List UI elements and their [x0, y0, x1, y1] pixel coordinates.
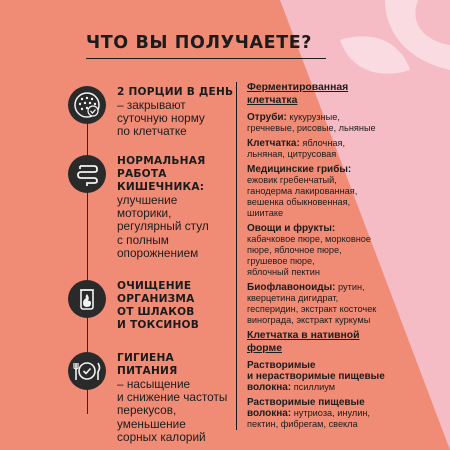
- ingredient-label: волокна:: [247, 382, 292, 393]
- fermented-heading-line: клетчатка: [247, 94, 298, 106]
- benefit-desc-line: уменьшение: [117, 416, 186, 431]
- ingredient-label: волокна:: [247, 408, 292, 419]
- plate-cutlery-icon: [68, 352, 106, 390]
- ingredient-label: и нерастворимые пищевые: [247, 371, 385, 382]
- ingredient-value: льняная, цитрусовая: [247, 149, 337, 159]
- ingredient-label: Клетчатка:: [247, 138, 300, 149]
- ingredient-value: шиитаке: [247, 208, 284, 218]
- ingredient-value: рутин,: [335, 282, 365, 292]
- benefit-desc-line: суточную норму: [117, 111, 205, 126]
- benefit-desc-line: перекусов,: [117, 403, 177, 418]
- ingredient-label: Растворимые пищевые: [247, 397, 365, 408]
- ingredient-group-soluble-insoluble: [247, 360, 397, 393]
- ingredient-label: Медицинские грибы:: [247, 164, 352, 175]
- ingredient-value: яблочная,: [299, 138, 346, 148]
- benefit-heading: ОЧИЩЕНИЕ: [117, 280, 192, 292]
- title-underline: [86, 58, 326, 59]
- benefit-desc-line: – насыщение: [117, 377, 191, 391]
- grain-check-icon: [68, 86, 106, 124]
- ingredient-value: ганодерма лакированная,: [247, 186, 358, 196]
- benefit-heading: КИШЕЧНИКА:: [117, 181, 205, 193]
- composition-panel: [247, 82, 397, 434]
- benefit-desc-line: по клетчатке: [117, 124, 187, 139]
- ingredient-label: Овощи и фрукты:: [247, 223, 336, 234]
- benefit-heading: ГИГИЕНА ПИТАНИЯ: [117, 352, 178, 377]
- native-heading: [247, 330, 397, 355]
- benefit-desc-line: и снижение частоты: [117, 390, 228, 405]
- native-heading-line: Клетчатка в нативной: [247, 330, 360, 341]
- ingredient-group-bran: [247, 112, 397, 134]
- ingredient-value: гречневые, рисовые, льняные: [247, 123, 376, 133]
- ingredient-value: кабачковое пюре, морковное: [247, 234, 371, 244]
- benefit-heading: 2 ПОРЦИИ В ДЕНЬ: [117, 86, 234, 98]
- benefit-desc-line: с полным: [117, 232, 169, 247]
- benefit-desc-line: – закрывают: [117, 98, 186, 112]
- benefit-heading: НОРМАЛЬНАЯ: [117, 155, 206, 167]
- ingredient-label: Биофлавоноиды:: [247, 282, 336, 293]
- ingredient-group-bioflavonoids: [247, 282, 397, 326]
- page-title: ЧТО ВЫ ПОЛУЧАЕТЕ?: [86, 33, 313, 53]
- ingredient-group-soluble: [247, 397, 397, 430]
- ingredient-value: вешенка обыкновенная,: [247, 197, 351, 207]
- benefit-heading: И ТОКСИНОВ: [117, 319, 200, 331]
- benefit-heading: РАБОТА: [117, 168, 167, 180]
- fire-jar-icon: [68, 280, 106, 318]
- ingredient-group-mushrooms: [247, 164, 397, 219]
- ingredient-group-fiber: [247, 138, 397, 160]
- ingredient-value: ежовик гребенчатый,: [247, 175, 337, 185]
- fermented-heading-line: Ферментированная: [247, 82, 349, 93]
- ingredient-value: псиллиум: [291, 382, 336, 392]
- ingredient-group-vegetables: [247, 223, 397, 278]
- benefit-desc-line: сорных калорий: [117, 429, 206, 444]
- ingredient-value: кукурузные,: [286, 112, 340, 122]
- ingredient-value: грушевое пюре,: [247, 256, 315, 266]
- ingredient-value: пюре, яблочное пюре,: [247, 245, 342, 255]
- benefit-desc-line: улучшение: [117, 193, 178, 207]
- ingredient-value: пектин, фибрегам, свекла: [247, 419, 358, 429]
- benefit-desc-line: опорожнением: [117, 245, 199, 260]
- benefit-desc-line: моторики,: [117, 206, 172, 221]
- benefit-heading: ОТ ШЛАКОВ: [117, 306, 195, 318]
- ingredient-label: Отруби:: [247, 112, 287, 123]
- ingredient-value: винограда, экстракт куркумы: [247, 315, 371, 325]
- ingredient-value: кверцетина дигидрат,: [247, 293, 339, 303]
- native-heading-line: форме: [247, 342, 282, 354]
- benefit-heading: ОРГАНИЗМА: [117, 293, 195, 305]
- benefit-desc-line: регулярный стул: [117, 219, 209, 234]
- ingredient-value: гесперидин, экстракт косточек: [247, 304, 377, 314]
- intestine-icon: [68, 155, 106, 193]
- ingredient-value: яблочный пектин: [247, 267, 320, 277]
- ingredient-value: нутриоза, инулин,: [291, 408, 370, 418]
- fermented-heading: [247, 82, 397, 107]
- ingredient-label: Растворимые: [247, 360, 316, 371]
